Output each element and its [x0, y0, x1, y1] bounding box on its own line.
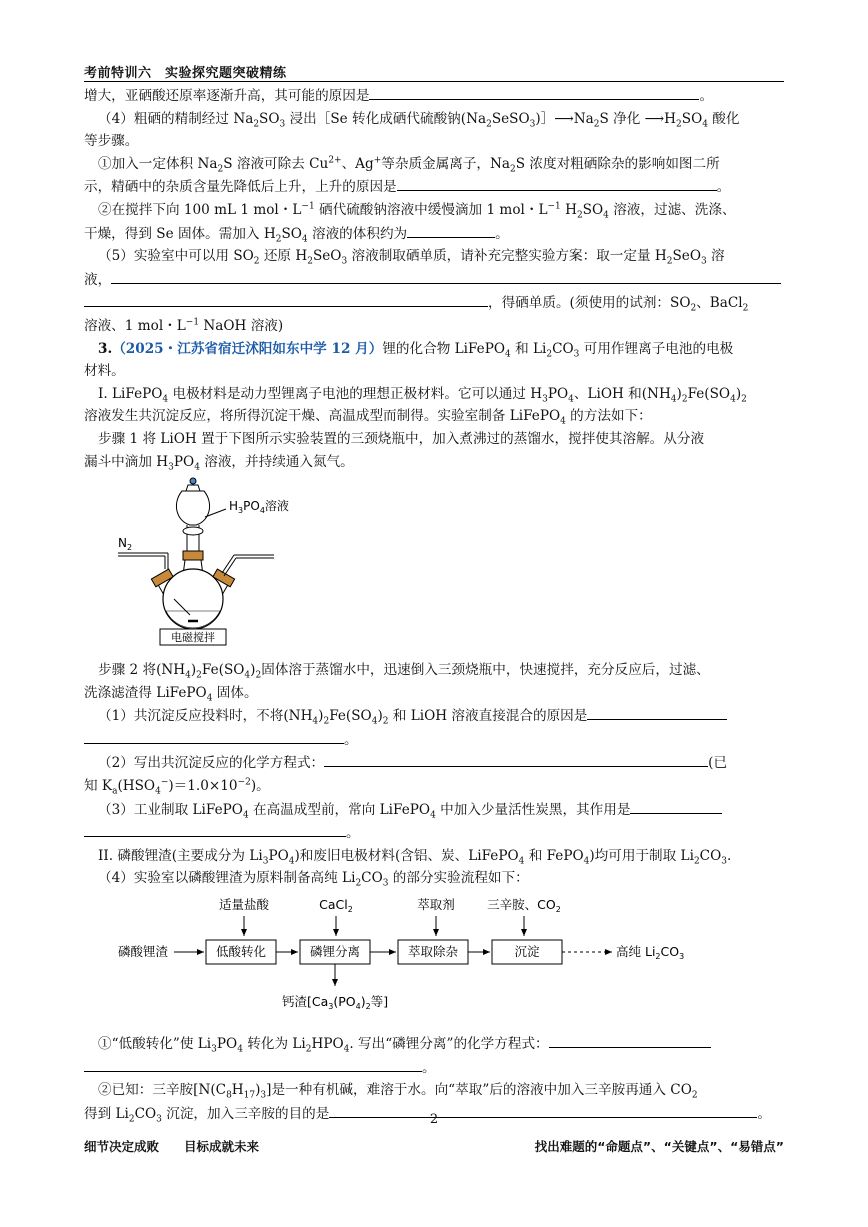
footer-left: 细节决定成败 目标成就未来 [84, 1139, 260, 1154]
flow-chart [84, 890, 786, 1032]
subquestion-f2: ②已知：三辛胺$[N(C_8H_{17})_3]$是一种有机碱，难溶于水。向“萃取”后的溶液中加入三辛胺再通入 $CO_2$ [98, 1082, 698, 1101]
question-1: （1）共沉淀反应投料时，不将$(NH_4)_2Fe(SO_4)_2$ 和 LiOH 溶液直接混合的原因是 [84, 704, 786, 728]
text-line: 漏斗中滴加 $H_3PO_4$ 溶液，并持续通入氮气。 [84, 453, 354, 473]
text-line: 。 [84, 821, 786, 845]
flow-product: 高纯 $Li_2CO_3$ [616, 944, 685, 962]
funnel-stopper [190, 478, 196, 484]
problem-3-title: 3.（2025・江苏省宿迁沭阳如东中学 12 月）锂的化合物 LiFePO$_4$ 和 $Li_2CO_3$ 可用作锂离子电池的电极 [98, 340, 734, 360]
step-1: 步骤 1 将 LiOH 置于下图所示实验装置的三颈烧瓶中，加入煮沸过的蒸馏水，搅拌使其溶解。从分液 [98, 430, 705, 447]
input-cacl2: CaCl$_2$ [319, 897, 353, 915]
text-line: 知 $K_a(HSO_4^-)=1.0\times 10^{-2}$)。 [84, 777, 270, 797]
text-line: 溶液发生共沉淀反应，将所得沉淀干燥、高温成型而制得。实验室制备 LiFePO$_4$ 的方法如下： [84, 408, 652, 428]
section-2-intro: II. 磷酸锂渣(主要成分为 $Li_3PO_4$)和废旧电极材料(含铝、炭、LiFePO$_4$ 和 FePO$_4$)均可用于制取 $Li_2CO_3$. [98, 847, 732, 867]
page-number: 2 [429, 1112, 439, 1127]
subquestion-2: ②在搅拌下向 100 mL 1 mol・$L^{-1}$ 硒代硫酸钠溶液中缓慢滴加 1 mol・$L^{-1}$ $H_2SO_4$ 溶液，过滤、洗涤、 [98, 201, 736, 221]
section-1-intro: I. LiFePO$_4$ 电极材料是动力型锂离子电池的理想正极材料。它可以通过 $H_3PO_4$、LiOH 和$(NH_4)_2Fe(SO_4)_2$ [98, 385, 747, 405]
flow-output-residue: 钙渣[$Ca_3(PO_4)_2$等] [282, 994, 389, 1012]
page-body [84, 84, 786, 1125]
funnel-stopcock [183, 527, 203, 535]
center-stopper [183, 551, 203, 560]
question-5: （5）实验室中可以用 $SO_2$ 还原 $H_2SeO_3$ 溶液制取硒单质，请补充完整实验方案：取一定量 $H_2SeO_3$ 溶 [98, 248, 725, 267]
text-line: ，得硒单质。(须使用的试剂：$SO_2$、BaCl$_2$ [84, 291, 786, 315]
text-line: 等步骤。 [84, 133, 139, 150]
text-line: 示，精硒中的杂质含量先降低后上升，上升的原因是 。 [84, 175, 786, 199]
flow-step-3-label: 萃取除杂 [407, 944, 459, 960]
question-4: （4）粗硒的精制经过 $Na_2SO_3$ 浸出［Se 转化成硒代硫酸钠$(Na_2SeSO_3)]⟶Na_2S$ 净化 $⟶H_2SO_4$ 酸化 [98, 110, 740, 130]
flow-step-4-label: 沉淀 [514, 944, 540, 960]
n2-label: $N_2$ [118, 536, 133, 553]
text-line: 。 [84, 728, 786, 752]
funnel-body [176, 491, 209, 525]
flow-step-2-label: 磷锂分离 [309, 944, 361, 960]
text-line: 干燥，得到 Se 固体。需加入 $H_2SO_4$ 溶液的体积约为 。 [84, 222, 786, 246]
apparatus-figure [84, 473, 786, 659]
header-rule [84, 81, 784, 82]
h3po4-label: $H_3PO_4$溶液 [229, 499, 289, 516]
subquestion-f1: ①“低酸转化”使 $Li_3PO_4$ 转化为 $Li_2HPO_4$. 写出“磷锂分离”的化学方程式： [84, 1032, 786, 1056]
input-extractant: 萃取剂 [417, 897, 455, 913]
stir-label: 电磁搅拌 [171, 631, 215, 645]
subquestion-1: ①加入一定体积 $Na_2S$ 溶液可除去 $Cu^{2+}$、Ag+等杂质金属离子，$Na_2S$ 浓度对粗硒除杂的影响如图二所 [98, 155, 720, 175]
funnel-cap [186, 485, 200, 491]
page-header: 考前特训六 实验探究题突破精练 [84, 66, 287, 81]
flow-step-1-label: 低酸转化 [215, 944, 267, 960]
flow-start: 磷酸锂渣 [118, 944, 169, 960]
text-line: 。 [84, 1056, 786, 1080]
input-hcl: 适量盐酸 [218, 897, 270, 913]
text-line: 溶液、1 mol・$L^{-1}$ NaOH 溶液) [84, 317, 284, 334]
text-line: 增大，亚硒酸还原率逐渐升高，其可能的原因是 。 [84, 84, 786, 108]
input-amine-co2: 三辛胺、$CO_2$ [487, 897, 561, 915]
text-line: 材料。 [84, 363, 125, 380]
footer-right: 找出难题的“命题点”、“关键点”、“易错点” [534, 1139, 784, 1154]
question-3: （3）工业制取 LiFePO$_4$ 在高温成型前，常向 LiFePO$_4$ 中加入少量活性炭黑，其作用是 [84, 798, 786, 822]
step-2: 步骤 2 将$(NH_4)_2Fe(SO_4)_2$固体溶于蒸馏水中，迅速倒入三颈烧瓶中，快速搅拌，充分反应后，过滤、 [98, 662, 710, 681]
text-line: 得到 $Li_2CO_3$ 沉淀，加入三辛胺的目的是 。 [84, 1102, 786, 1126]
question-2: （2）写出共沉淀反应的化学方程式： (已 [84, 751, 786, 775]
text-line: 洗涤滤渣得 LiFePO$_4$ 固体。 [84, 684, 258, 704]
text-line: 液， [84, 268, 786, 292]
question-4b: （4）实验室以磷酸锂渣为原料制备高纯 $Li_2CO_3$ 的部分实验流程如下： [98, 870, 529, 890]
